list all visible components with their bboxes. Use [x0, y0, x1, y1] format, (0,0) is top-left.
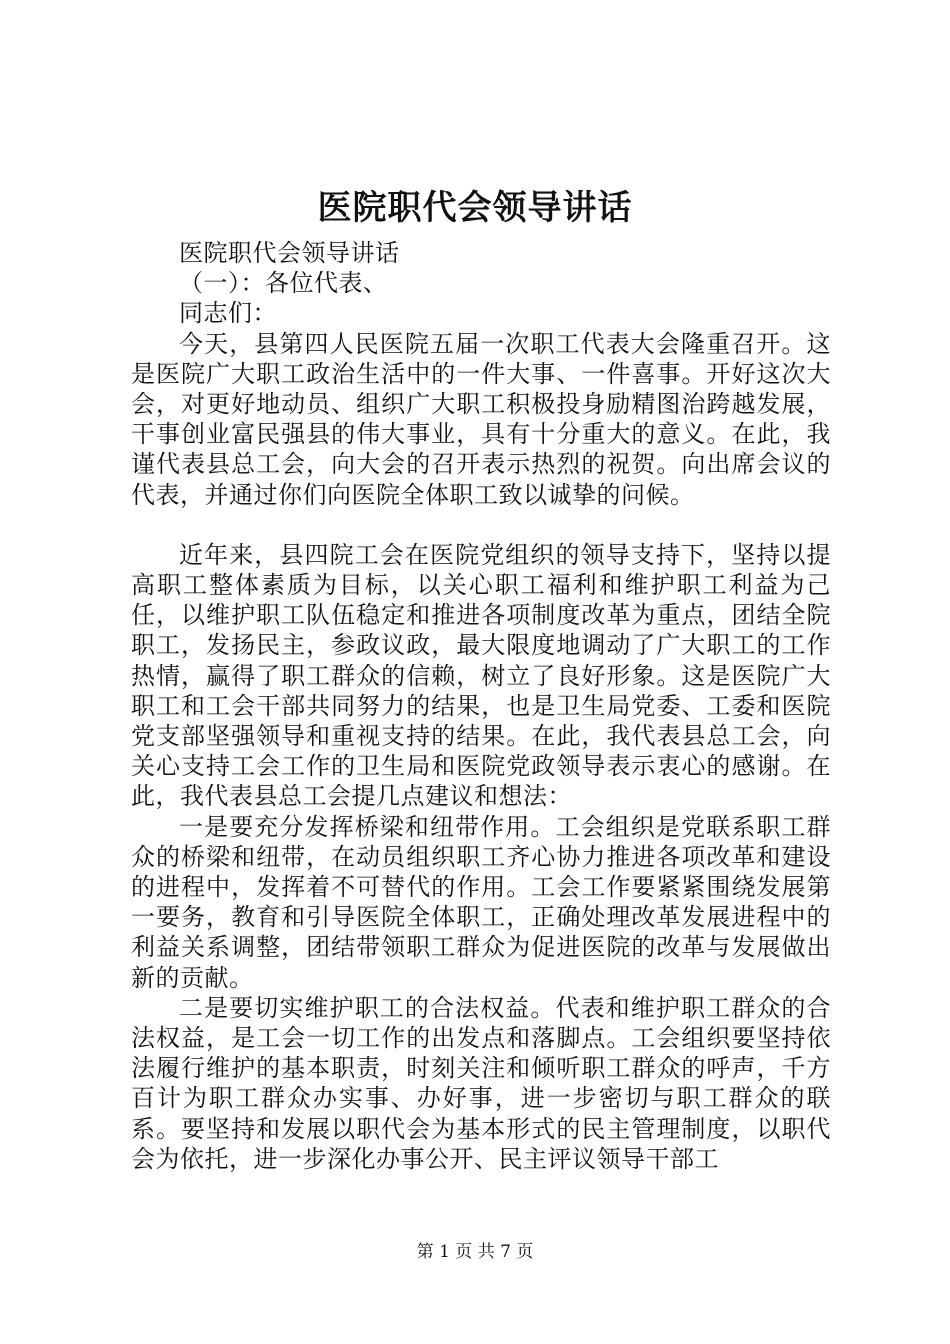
- document-title: 医院职代会领导讲话: [317, 188, 633, 228]
- paragraph-section-marker: （一）：各位代表、: [179, 269, 388, 298]
- paragraph-point-one: 一是要充分发挥桥梁和纽带作用。工会组织是党联系职工群众的桥梁和纽带，在动员组织职工齐心协力推进各项改革和建设的进程中，发挥着不可替代的作用。工会工作要紧紧围绕发展第一要务，教育和引导医院全体职工，正确处理改革发展进程中的利益关系调整，团结带领职工群众为促进医院的改革与发展做出新的贡献。: [131, 812, 831, 992]
- paragraph-point-two: 二是要切实维护职工的合法权益。代表和维护职工群众的合法权益，是工会一切工作的出发点和落脚点。工会组织要坚持依法履行维护的基本职责，时刻关注和倾听职工群众的呼声，千方百计为职工群众办实事、办好事，进一步密切与职工群众的联系。要坚持和发展以职代会为基本形式的民主管理制度，以职代会为依托，进一步深化办事公开、民主评议领导干部工: [131, 993, 831, 1173]
- paragraph-spacer: [131, 510, 831, 540]
- paragraph-opening: 今天，县第四人民医院五届一次职工代表大会隆重召开。这是医院广大职工政治生活中的一件大事、一件喜事。开好这次大会，对更好地动员、组织广大职工积极投身励精图治跨越发展，干事创业富民强县的伟大事业，具有十分重大的意义。在此，我谨代表县总工会，向大会的召开表示热烈的祝贺。向出席会议的代表，并通过你们向医院全体职工致以诚挚的问候。: [131, 329, 831, 509]
- page-footer: 第 1 页 共 7 页: [416, 1242, 534, 1262]
- paragraph-review: 近年来，县四院工会在医院党组织的领导支持下，坚持以提高职工整体素质为目标，以关心职工福利和维护职工利益为己任，以维护职工队伍稳定和推进各项制度改革为重点，团结全院职工，发扬民主，参政议政，最大限度地调动了广大职工的工作热情，赢得了职工群众的信赖，树立了良好形象。这是医院广大职工和工会干部共同努力的结果，也是卫生局党委、工委和医院党支部坚强领导和重视支持的结果。在此，我代表县总工会，向关心支持工会工作的卫生局和医院党政领导表示衷心的感谢。在此，我代表县总工会提几点建议和想法：: [131, 540, 831, 811]
- paragraph-salutation: 同志们：: [179, 299, 277, 328]
- document-body: [131, 238, 831, 1174]
- paragraph-subtitle: 医院职代会领导讲话: [179, 239, 400, 267]
